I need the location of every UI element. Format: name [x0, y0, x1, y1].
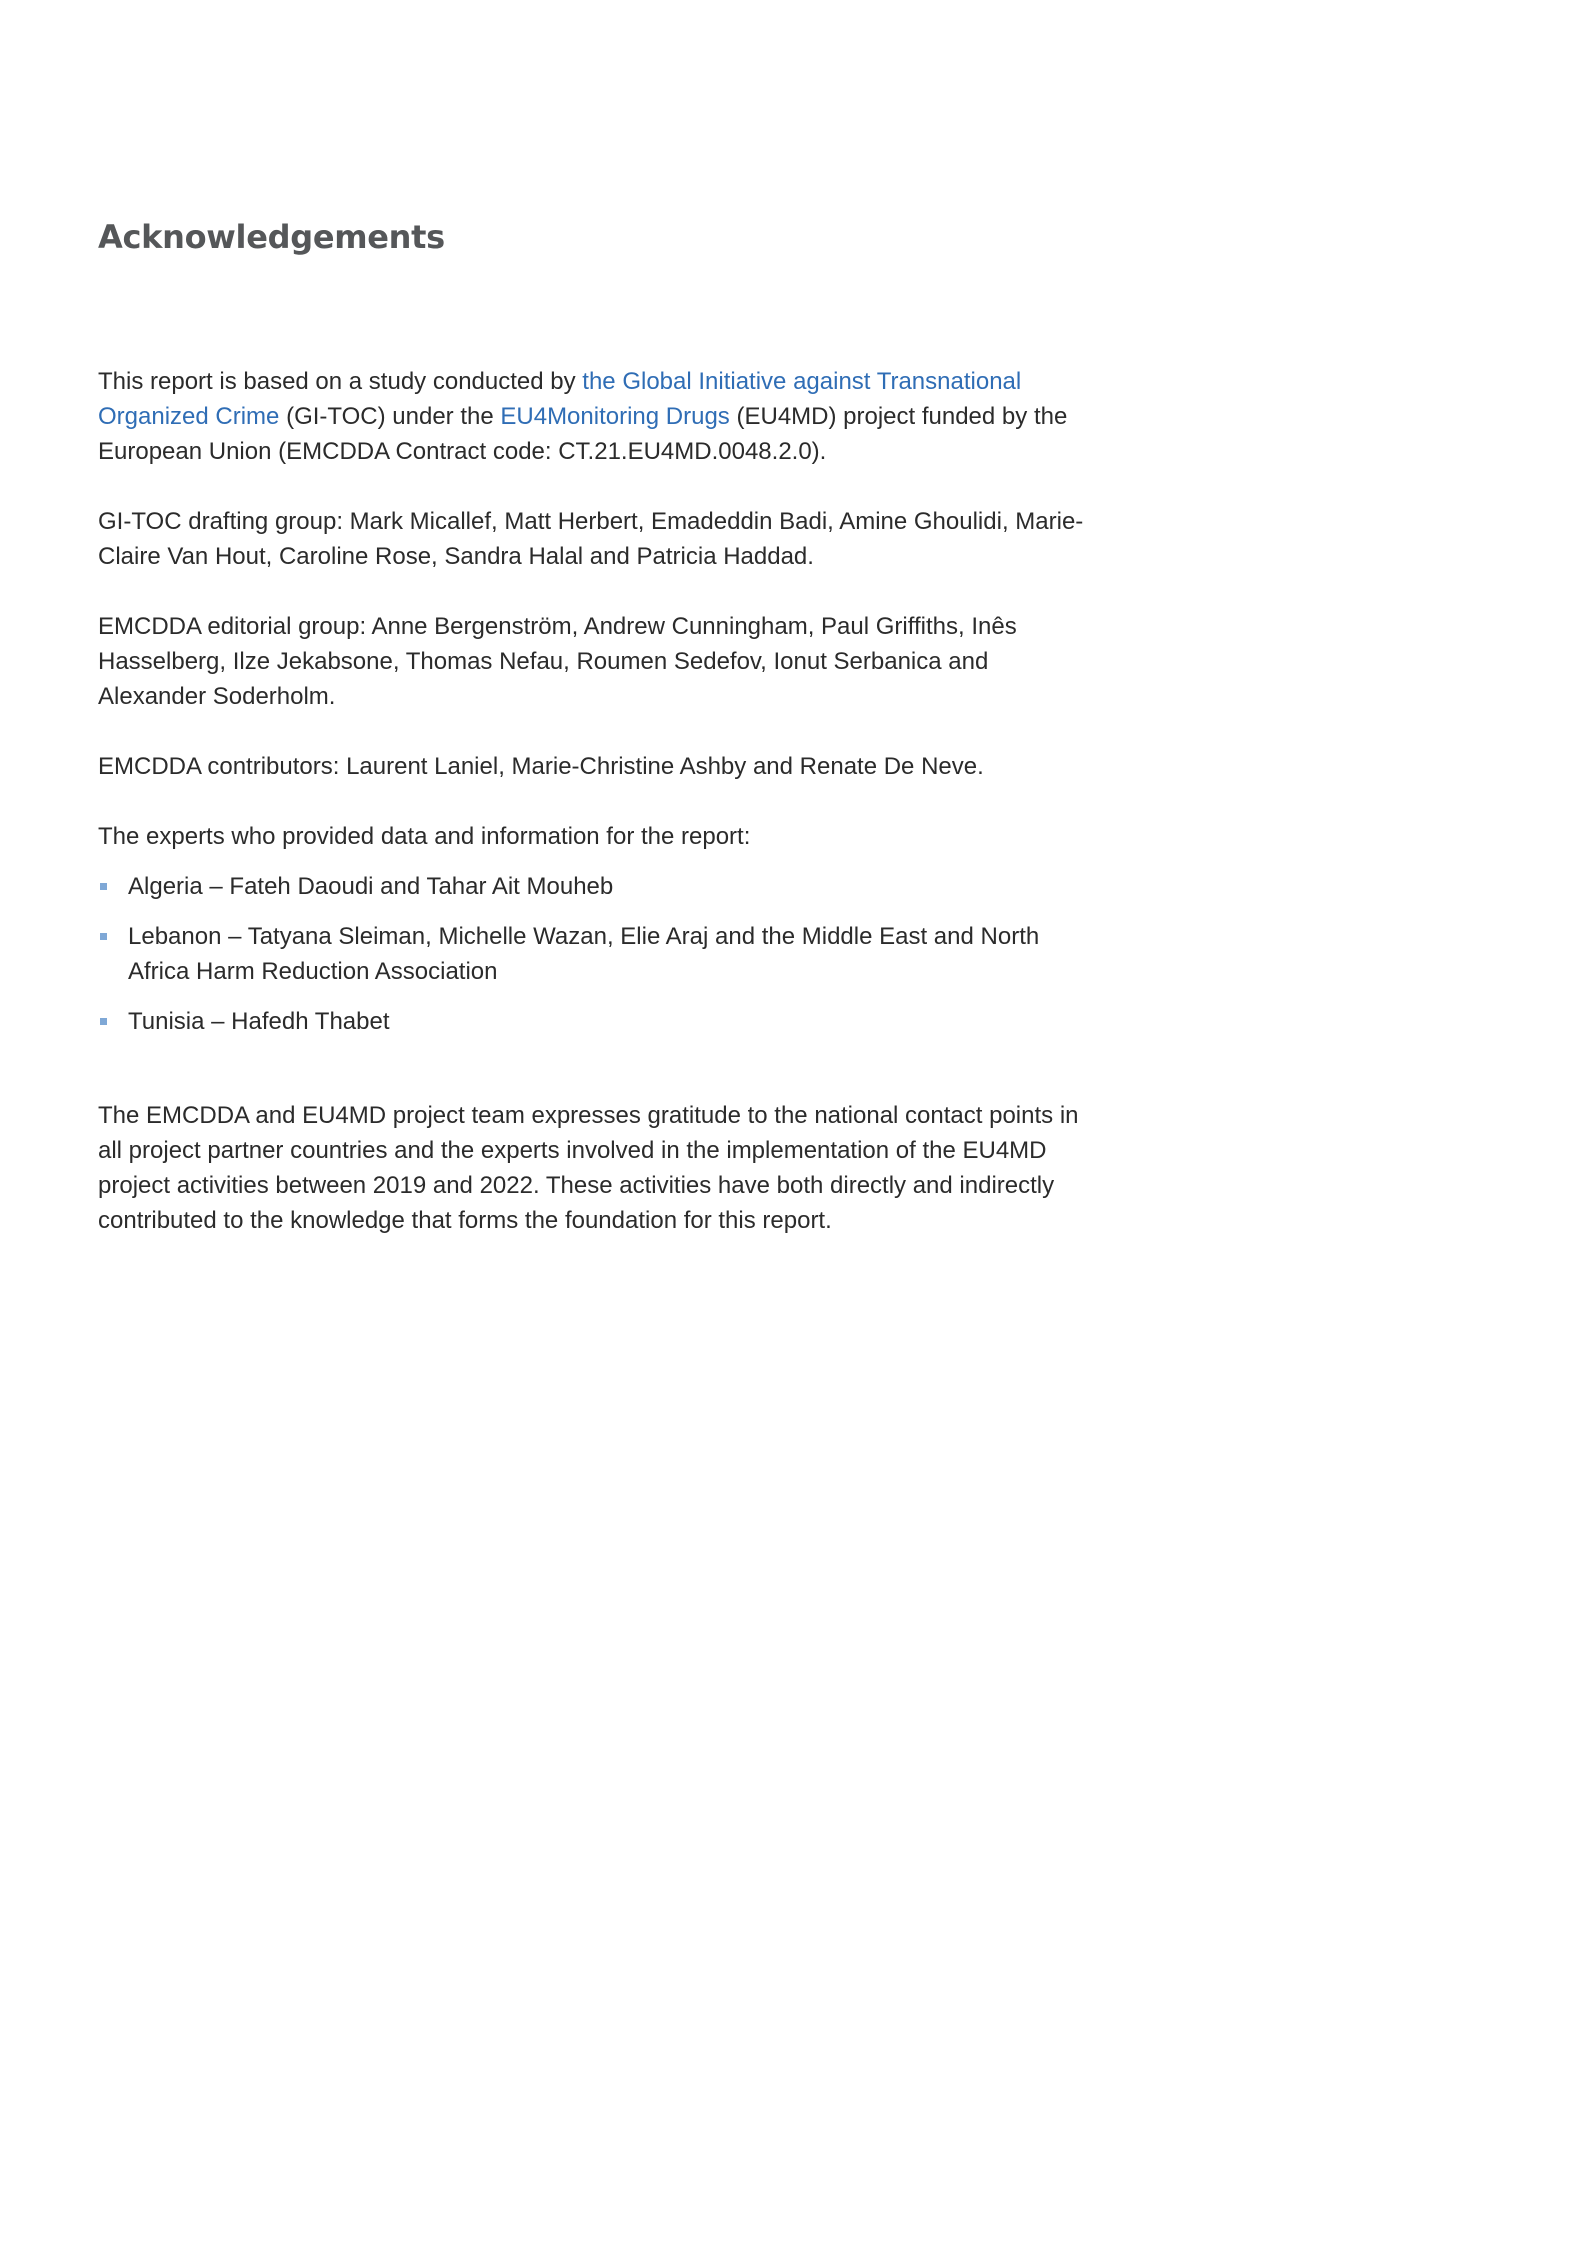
bullet-square-icon: [100, 1018, 107, 1025]
expert-country: Tunisia: [128, 1008, 205, 1035]
experts-intro: The experts who provided data and information for the report:: [98, 823, 751, 850]
expert-country: Algeria: [128, 873, 203, 900]
expert-separator: –: [221, 923, 248, 950]
gratitude-paragraph: The EMCDDA and EU4MD project team expresses gratitude to the national contact points in all project partner countries and the experts involved in the implementation of the EU4MD project activities between 2019 and 2022. These activities have both directly and indirectly contributed to the knowledge that forms the foundation for this report.: [98, 1102, 1079, 1234]
expert-names: Hafedh Thabet: [231, 1008, 390, 1035]
intro-text-after: (EU4MD) project funded by the European Union (EMCDDA Contract code: CT.21.EU4MD.0048.2.0).: [98, 403, 1068, 465]
intro-text-before: This report is based on a study conducted by: [98, 368, 583, 395]
gitoc-link[interactable]: the Global Initiative against Transnational Organized Crime: [98, 368, 1022, 430]
expert-names: Fateh Daoudi and Tahar Ait Mouheb: [229, 873, 614, 900]
list-item: [98, 919, 1098, 989]
contributors-paragraph: EMCDDA contributors: Laurent Laniel, Marie-Christine Ashby and Renate De Neve.: [98, 753, 984, 780]
editorial-group-paragraph: EMCDDA editorial group: Anne Bergenström, Andrew Cunningham, Paul Griffiths, Inês Hasselberg, Ilze Jekabsone, Thomas Nefau, Roumen Sedefov, Ionut Serbanica and Alexander Soderholm.: [98, 613, 1017, 710]
experts-list: [98, 869, 1098, 1039]
acknowledgements-body: [98, 364, 1098, 1238]
intro-text-middle: (GI-TOC) under the: [279, 403, 501, 430]
list-item: [98, 869, 1098, 904]
acknowledgements-section: [98, 212, 1098, 1273]
intro-paragraph: [98, 364, 1098, 469]
expert-names: Tatyana Sleiman, Michelle Wazan, Elie Araj and the Middle East and North Africa Harm Reduction Association: [128, 923, 1040, 985]
list-item: [98, 1004, 1098, 1039]
expert-country: Lebanon: [128, 923, 222, 950]
page-title: Acknowledgements: [98, 218, 445, 256]
bullet-square-icon: [100, 933, 107, 940]
expert-separator: –: [204, 1008, 232, 1035]
eu4md-link[interactable]: EU4Monitoring Drugs: [500, 403, 730, 430]
bullet-square-icon: [100, 883, 107, 890]
drafting-group-paragraph: GI-TOC drafting group: Mark Micallef, Matt Herbert, Emadeddin Badi, Amine Ghoulidi, Marie-Claire Van Hout, Caroline Rose, Sandra Halal and Patricia Haddad.: [98, 508, 1084, 570]
expert-separator: –: [202, 873, 230, 900]
